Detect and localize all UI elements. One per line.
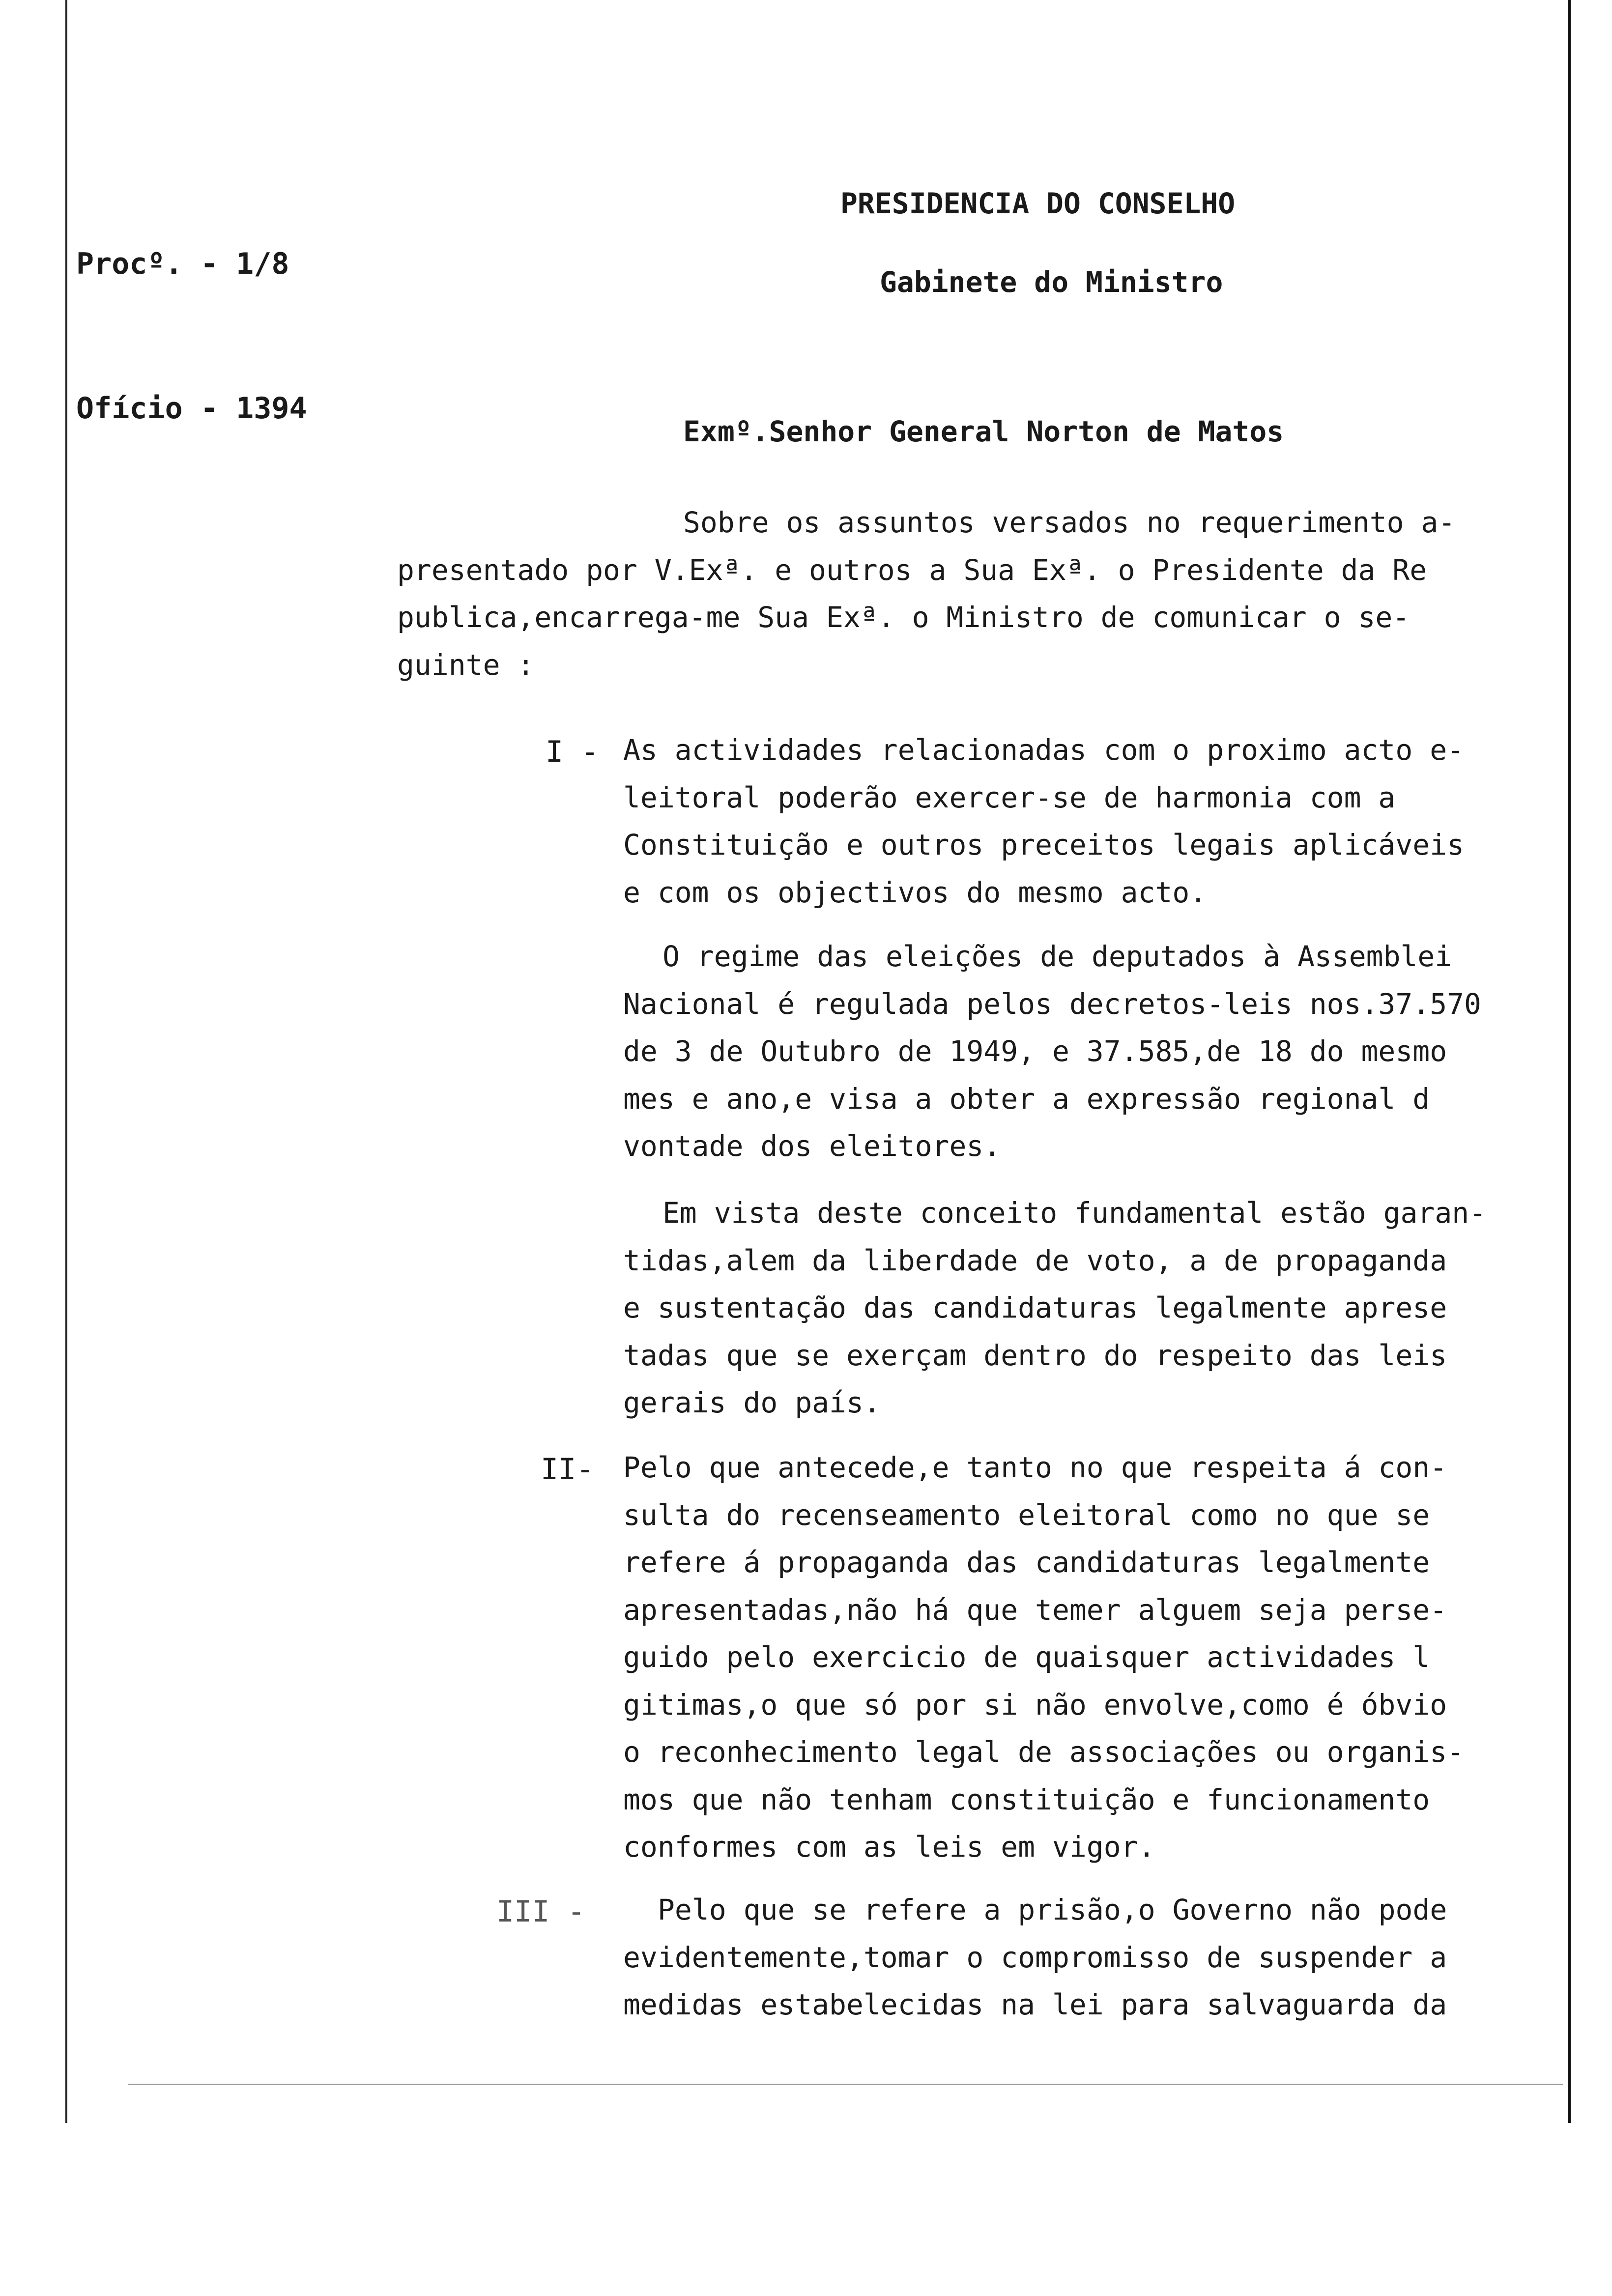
intro-line: guinte : [397,648,535,682]
section-i-paragraph-3 [623,1189,1486,1427]
intro-line: Sobre os assuntos versados no requerimento a- [683,506,1456,539]
bottom-fold-line [128,2084,1563,2085]
section-line: leitoral poderão exercer-se de harmonia com a [623,780,1396,814]
section-line: conformes com as leis em vigor. [623,1830,1155,1864]
section-ii-paragraph [623,1444,1464,1871]
section-line: Constituição e outros preceitos legais aplicáveis [623,828,1465,861]
institution-heading: PRESIDENCIA DO CONSELHO [840,187,1236,220]
section-number-ii: II- [541,1452,594,1487]
section-line: evidentemente,tomar o compromisso de suspender a [623,1940,1447,1974]
section-line: O regime das eleições de deputados à Assemblei [662,940,1452,973]
section-line: Pelo que se refere a prisão,o Governo não pode [658,1893,1447,1926]
section-line: refere á propaganda das candidaturas legalmente [623,1546,1430,1579]
office-number: Ofício - 1394 [76,391,307,426]
section-line: e sustentação das candidaturas legalmente aprese [623,1291,1447,1324]
process-number: Procº. - 1/8 [76,247,289,281]
section-line: gitimas,o que só por si não envolve,como é óbvio [623,1688,1447,1722]
section-line: As actividades relacionadas com o proximo acto e- [623,733,1465,767]
section-line: medidas estabelecidas na lei para salvaguarda da [623,1988,1447,2021]
section-line: mes e ano,e visa a obter a expressão regional d [623,1082,1430,1116]
section-line: Nacional é regulada pelos decretos-leis nos.37.570 [623,987,1481,1021]
cabinet-heading: Gabinete do Ministro [880,265,1223,299]
section-line: mos que não tenham constituição e funcionamento [623,1782,1430,1816]
right-margin-rule [1568,0,1571,2123]
section-line: guido pelo exercicio de quaisquer actividades l [623,1640,1430,1674]
reference-block [76,144,307,481]
section-line: tadas que se exerçam dentro do respeito das leis [623,1338,1447,1372]
section-line: Pelo que antecede,e tanto no que respeita á con- [623,1451,1447,1484]
intro-line: presentado por V.Exª. e outros a Sua Exª. o Presidente da Re [397,553,1427,587]
section-line: sulta do recenseamento eleitoral como no que se [623,1498,1430,1532]
left-margin-rule [65,0,67,2123]
section-line: vontade dos eleitores. [623,1129,1001,1163]
section-line: gerais do país. [623,1386,881,1419]
section-line: de 3 de Outubro de 1949, e 37.585,de 18 do mesmo [623,1034,1447,1068]
section-line: o reconhecimento legal de associações ou organis- [623,1735,1465,1769]
section-line: e com os objectivos do mesmo acto. [623,875,1207,909]
section-i-paragraph-2 [623,933,1481,1170]
section-number-iii: III - [496,1894,585,1929]
section-number-i: I - [546,735,599,769]
intro-line: publica,encarrega-me Sua Exª. o Ministro de comunicar o se- [397,601,1410,634]
section-iii-paragraph [623,1886,1447,2029]
section-line: apresentadas,não há que temer alguem seja perse- [623,1593,1447,1627]
section-i-paragraph-1 [623,726,1464,916]
section-line: tidas,alem da liberdade de voto, a de propaganda [623,1243,1447,1277]
salutation: Exmº.Senhor General Norton de Matos [683,415,1284,448]
section-line: Em vista deste conceito fundamental estão garan- [662,1196,1487,1230]
intro-paragraph [397,499,1455,689]
